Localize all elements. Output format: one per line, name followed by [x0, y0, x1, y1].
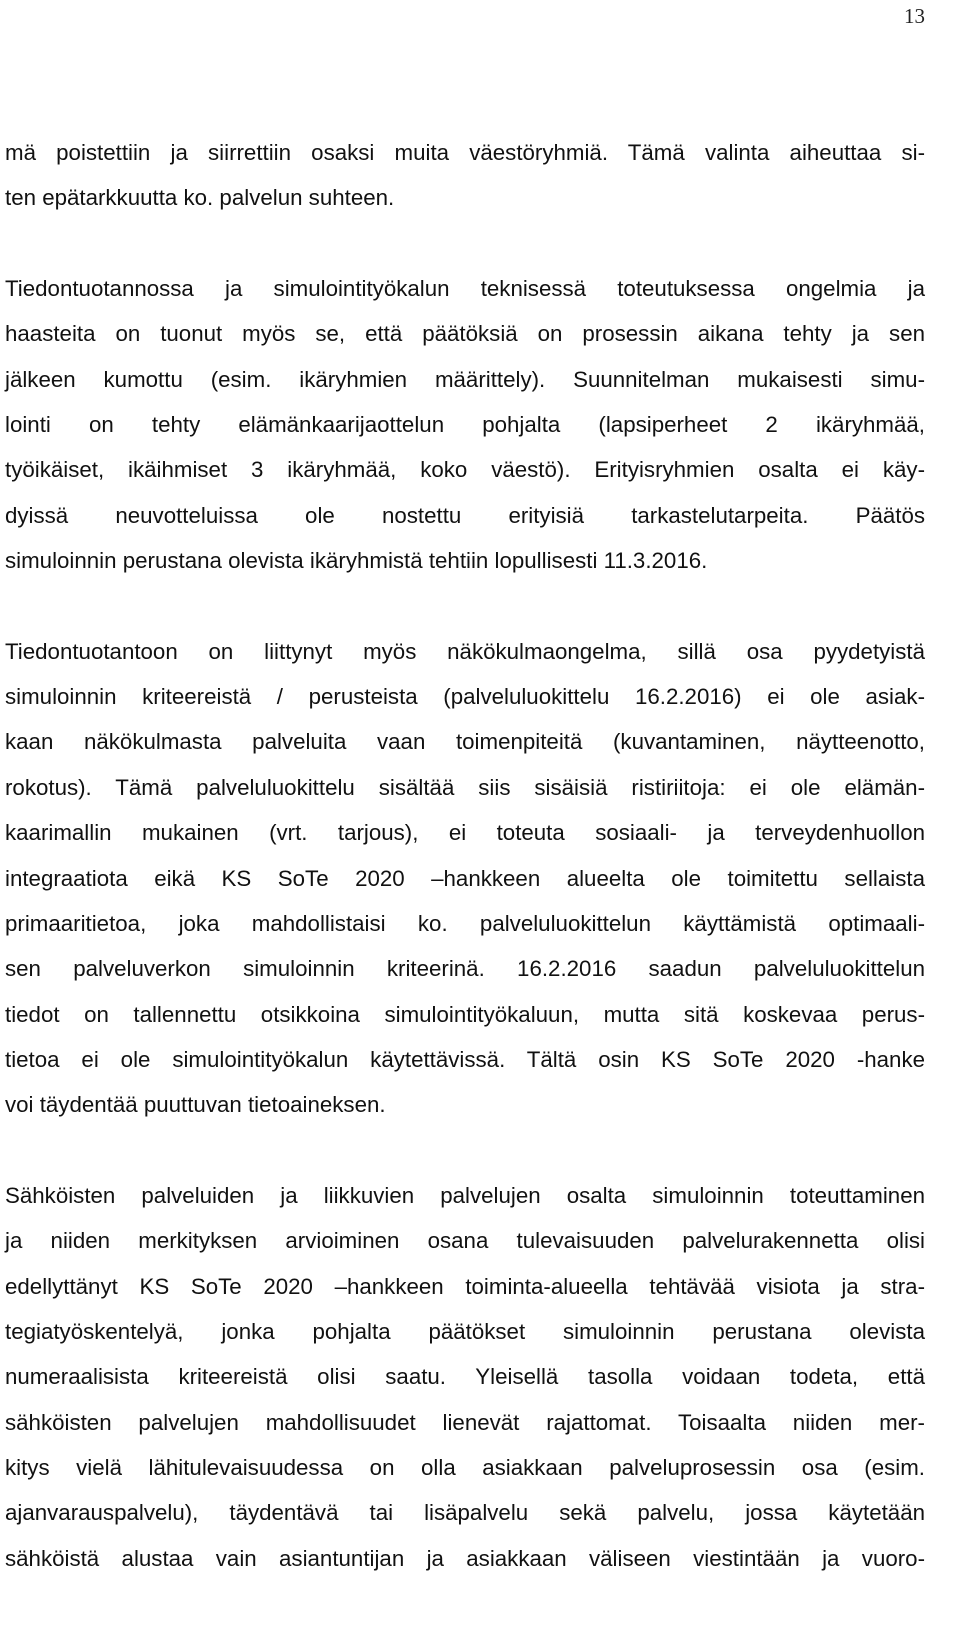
text-line: voi täydentää puuttuvan tietoaineksen.: [5, 1092, 386, 1118]
text-line: Tiedontuotantoon on liittynyt myös näkökulmaongelma, sillä osa pyydetyistä: [5, 638, 925, 664]
text-line: dyissä neuvotteluissa ole nostettu erityisiä tarkastelutarpeita. Päätös: [5, 502, 925, 528]
text-line: integraatiota eikä KS SoTe 2020 –hankkeen alueelta ole toimitettu sellaista: [5, 865, 925, 891]
text-line: rokotus). Tämä palveluluokittelu sisältää siis sisäisiä ristiriitoja: ei ole elämän-: [5, 774, 925, 800]
text-line: simuloinnin kriteereistä / perusteista (palveluluokittelu 16.2.2016) ei ole asiak-: [5, 684, 925, 710]
text-line: sähköisten palvelujen mahdollisuudet lienevät rajattomat. Toisaalta niiden mer-: [5, 1409, 925, 1435]
text-line: numeraalisista kriteereistä olisi saatu. Yleisellä tasolla voidaan todeta, että: [5, 1364, 925, 1390]
text-line: mä poistettiin ja siirrettiin osaksi muita väestöryhmiä. Tämä valinta aiheuttaa si-: [5, 140, 925, 165]
text-line: ja niiden merkityksen arvioiminen osana tulevaisuuden palvelurakennetta olisi: [5, 1228, 925, 1254]
page-number: 13: [904, 4, 925, 28]
paragraph: [5, 130, 925, 221]
text-line: edellyttänyt KS SoTe 2020 –hankkeen toiminta-alueella tehtävää visiota ja stra-: [5, 1273, 925, 1299]
text-line: tietoa ei ole simulointityökalun käytettävissä. Tältä osin KS SoTe 2020 -hanke: [5, 1046, 925, 1072]
text-line: primaaritietoa, joka mahdollistaisi ko. palveluluokittelun käyttämistä optimaali-: [5, 910, 925, 936]
body-text: [5, 130, 925, 1581]
text-line: Tiedontuotannossa ja simulointityökalun teknisessä toteutuksessa ongelmia ja: [5, 276, 925, 302]
text-line: kaan näkökulmasta palveluita vaan toimenpiteitä (kuvantaminen, näytteenotto,: [5, 729, 925, 755]
text-line: Sähköisten palveluiden ja liikkuvien palvelujen osalta simuloinnin toteuttaminen: [5, 1182, 925, 1208]
text-line: kaarimallin mukainen (vrt. tarjous), ei toteuta sosiaali- ja terveydenhuollon: [5, 820, 925, 846]
text-line: simuloinnin perustana olevista ikäryhmistä tehtiin lopullisesti 11.3.2016.: [5, 548, 708, 574]
text-line: kitys vielä lähitulevaisuudessa on olla asiakkaan palveluprosessin osa (esim.: [5, 1454, 925, 1480]
text-line: tegiatyöskentelyä, jonka pohjalta päätökset simuloinnin perustana olevista: [5, 1318, 925, 1344]
text-line: tiedot on tallennettu otsikkoina simulointityökaluun, mutta sitä koskevaa perus-: [5, 1001, 925, 1027]
text-line: sen palveluverkon simuloinnin kriteerinä. 16.2.2016 saadun palveluluokittelun: [5, 956, 925, 982]
text-line: lointi on tehty elämänkaarijaottelun pohjalta (lapsiperheet 2 ikäryhmää,: [5, 412, 925, 438]
text-line: haasteita on tuonut myös se, että päätöksiä on prosessin aikana tehty ja sen: [5, 321, 925, 347]
text-line: työikäiset, ikäihmiset 3 ikäryhmää, koko väestö). Erityisryhmien osalta ei käy-: [5, 457, 925, 483]
text-line: jälkeen kumottu (esim. ikäryhmien määrittely). Suunnitelman mukaisesti simu-: [5, 366, 925, 392]
text-line: sähköistä alustaa vain asiantuntijan ja asiakkaan väliseen viestintään ja vuoro-: [5, 1545, 925, 1571]
paragraph: [5, 266, 925, 583]
paragraph: [5, 1173, 925, 1581]
paragraph: [5, 629, 925, 1128]
text-line: ajanvarauspalvelu), täydentävä tai lisäpalvelu sekä palvelu, jossa käytetään: [5, 1500, 925, 1526]
text-line: ten epätarkkuutta ko. palvelun suhteen.: [5, 185, 395, 211]
